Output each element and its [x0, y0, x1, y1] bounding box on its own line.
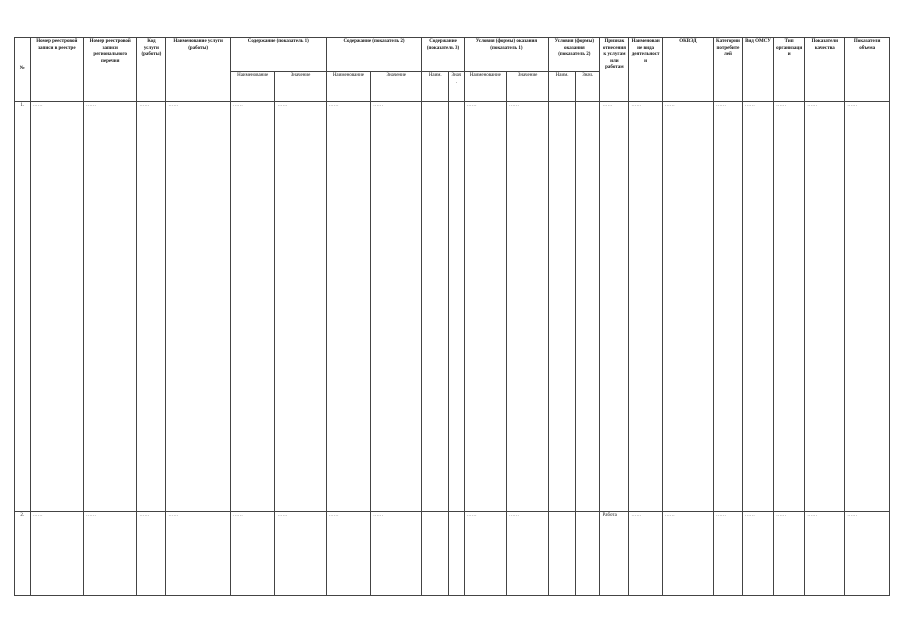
cell-quality: ……	[805, 102, 845, 512]
header-content-1: Содержание (показатель 1)	[230, 38, 326, 72]
header-org-type: Тип организации	[774, 38, 805, 102]
cell-activity: ……	[629, 102, 662, 512]
cell-service-code: ……	[137, 512, 166, 596]
table-row	[15, 512, 890, 596]
cell-c3-name	[422, 102, 449, 512]
cell-c3-value	[449, 102, 465, 512]
cell-institution-type: ……	[742, 102, 773, 512]
subheader-c3-value: Знач.	[449, 72, 465, 102]
registry-table	[14, 37, 890, 596]
subheader-c1-value: Значение	[275, 72, 326, 102]
cell-cond1-name: ……	[464, 102, 506, 512]
header-content-3: Содержание (показатель 3)	[422, 38, 464, 72]
table-row	[15, 102, 890, 512]
cell-c2-name: ……	[326, 102, 371, 512]
header-content-2: Содержание (показатель 2)	[326, 38, 422, 72]
cell-cond2-name	[549, 102, 576, 512]
cell-c1-value: ……	[275, 512, 326, 596]
cell-c2-value: ……	[371, 512, 422, 596]
cell-org-type: ……	[774, 512, 805, 596]
cell-c1-name: ……	[230, 102, 275, 512]
header-activity: Наименование вида деятельности	[629, 38, 662, 102]
cell-c2-value: ……	[371, 102, 422, 512]
cell-c3-value	[449, 512, 465, 596]
header-conditions-1: Условия (формы) оказания (показатель 1)	[464, 38, 549, 72]
subheader-cond2-value: Знач.	[575, 72, 600, 102]
cell-cond1-value: ……	[506, 512, 548, 596]
header-payment: Признак отнесения к услугам или работам	[600, 38, 629, 102]
cell-okved: ……	[662, 512, 713, 596]
header-service-code: Код услуги (работы)	[137, 38, 166, 102]
subheader-cond1-name: Наименование	[464, 72, 506, 102]
cell-service-name: ……	[166, 512, 231, 596]
cell-no: 1.	[15, 102, 31, 512]
document-sheet	[14, 37, 890, 596]
cell-c1-name: ……	[230, 512, 275, 596]
subheader-cond1-value: Значение	[506, 72, 548, 102]
cell-institution-type: ……	[742, 512, 773, 596]
header-service-name: Наименование услуги (работы)	[166, 38, 231, 102]
cell-activity: ……	[629, 512, 662, 596]
header-row	[15, 38, 890, 72]
subheader-c2-value: Значение	[371, 72, 422, 102]
header-institution-type: Вид ОМСУ	[742, 38, 773, 102]
cell-quality: ……	[805, 512, 845, 596]
cell-payment: Работа	[600, 512, 629, 596]
subheader-c3-name: Наим.	[422, 72, 449, 102]
header-okved: ОКВЭД	[662, 38, 713, 102]
cell-c1-value: ……	[275, 102, 326, 512]
cell-c3-name	[422, 512, 449, 596]
cell-org-type: ……	[774, 102, 805, 512]
header-no: №	[15, 38, 31, 102]
cell-no: 2.	[15, 512, 31, 596]
cell-service-name: ……	[166, 102, 231, 512]
cell-volume: ……	[845, 512, 890, 596]
cell-regional-list-number: ……	[84, 512, 137, 596]
subheader-cond2-name: Наим.	[549, 72, 576, 102]
header-conditions-2: Условия (формы) оказания (показатель 2)	[549, 38, 600, 72]
cell-cond2-name	[549, 512, 576, 596]
cell-cond1-value: ……	[506, 102, 548, 512]
header-consumers: Категории потребителей	[713, 38, 742, 102]
cell-reg-number: ……	[30, 512, 83, 596]
header-reg-number: Номер реестровой записи в реестре	[30, 38, 83, 102]
cell-payment: ……	[600, 102, 629, 512]
header-volume: Показатели объема	[845, 38, 890, 102]
cell-reg-number: ……	[30, 102, 83, 512]
cell-regional-list-number: ……	[84, 102, 137, 512]
subheader-c2-name: Наименование	[326, 72, 371, 102]
cell-consumers: ……	[713, 512, 742, 596]
cell-service-code: ……	[137, 102, 166, 512]
cell-c2-name: ……	[326, 512, 371, 596]
subheader-c1-name: Наименование	[230, 72, 275, 102]
cell-consumers: ……	[713, 102, 742, 512]
cell-cond2-value	[575, 512, 600, 596]
cell-cond2-value	[575, 102, 600, 512]
header-regional-list-number: Номер реестровой записи регионального перечня	[84, 38, 137, 102]
cell-cond1-name: ……	[464, 512, 506, 596]
cell-volume: ……	[845, 102, 890, 512]
cell-okved: ……	[662, 102, 713, 512]
header-quality: Показатели качества	[805, 38, 845, 102]
